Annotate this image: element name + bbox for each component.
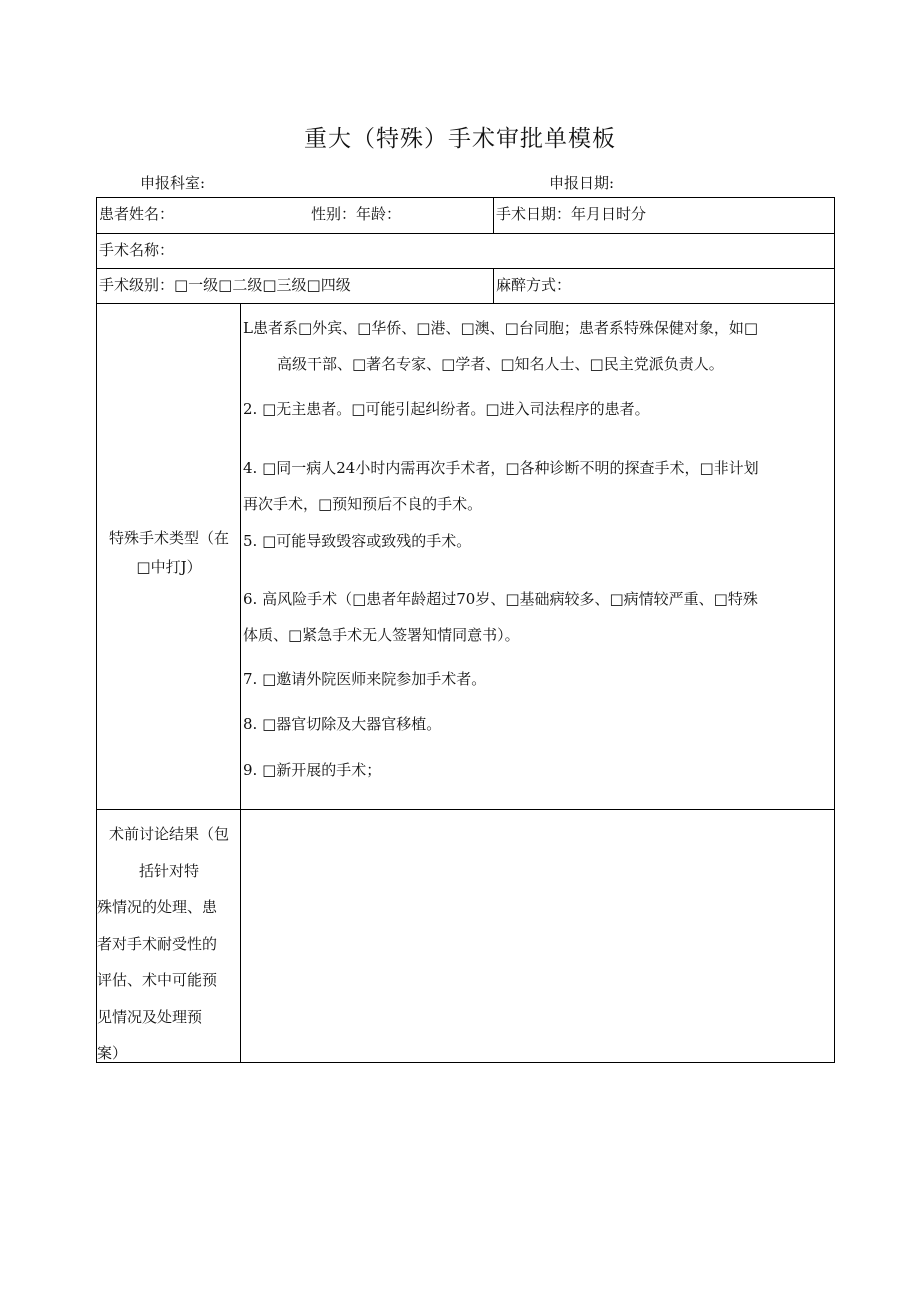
special-item-8[interactable]: 8. □器官切除及大器官移植。: [243, 715, 442, 733]
special-item-5[interactable]: 5. □可能导致毁容或致残的手术。: [243, 532, 472, 550]
special-item-6[interactable]: 6. 高风险手术（□患者年龄超过70岁、□基础病较多、□病情较严重、□特殊: [243, 590, 758, 608]
dept-label: 申报科室:: [140, 174, 206, 192]
row-discussion: [97, 810, 834, 1063]
special-item-9[interactable]: 9. □新开展的手术；: [243, 761, 382, 779]
special-item-7[interactable]: 7. □邀请外院医师来院参加手术者。: [243, 670, 487, 688]
surgery-name-field[interactable]: 手术名称：: [99, 241, 175, 259]
special-item-6-cont: 体质、□紧急手术无人签署知情同意书）。: [243, 626, 520, 644]
special-label-line1: 特殊手术类型（在: [108, 529, 229, 547]
row-patient-info: [97, 198, 834, 234]
discussion-line-3: 殊情况的处理、患: [97, 898, 218, 916]
row-level-anesthesia: [97, 269, 834, 304]
special-item-2[interactable]: 2. □无主患者。□可能引起纠纷者。□进入司法程序的患者。: [243, 400, 650, 418]
page-title: 重大（特殊）手术审批单模板: [304, 126, 616, 152]
anesthesia-cell: [493, 269, 836, 303]
surgery-date-cell: [493, 198, 836, 233]
discussion-label: [97, 816, 241, 1072]
surgery-level-field[interactable]: 手术级别：□一级□二级□三级□四级: [99, 276, 351, 294]
special-item-1[interactable]: L患者系□外宾、□华侨、□港、□澳、□台同胞；患者系特殊保健对象，如□: [243, 319, 758, 337]
approval-table: [96, 197, 835, 1063]
row-special-types: [97, 304, 834, 810]
surgery-date-field[interactable]: 手术日期：年月日时分: [496, 205, 647, 223]
special-label-cell: [97, 304, 241, 809]
gender-age-field[interactable]: 性别：年龄：: [311, 205, 402, 223]
special-label-line2: □中打J）: [136, 558, 202, 576]
special-item-4[interactable]: 4. □同一病人24小时内需再次手术者，□各种诊断不明的探查手术，□非计划: [243, 459, 759, 477]
discussion-line-2: 括针对特: [138, 861, 199, 880]
discussion-line-6: 见情况及处理预: [97, 1007, 203, 1026]
discussion-line-4: 者对手术耐受性的: [97, 934, 218, 953]
discussion-label-cell: [97, 810, 241, 1063]
discussion-line-1: 术前讨论结果（包: [108, 825, 229, 843]
special-types-label: [97, 524, 241, 582]
date-label: 申报日期:: [549, 174, 615, 192]
discussion-line-7: 案）: [97, 1044, 128, 1062]
special-item-4-cont: 再次手术，□预知预后不良的手术。: [243, 495, 483, 513]
patient-name-field[interactable]: 患者姓名：: [99, 205, 175, 223]
discussion-line-5: 评估、术中可能预: [97, 971, 218, 989]
discussion-input-area[interactable]: [242, 810, 834, 1063]
anesthesia-field[interactable]: 麻醉方式：: [496, 276, 572, 294]
row-surgery-name: [97, 234, 834, 269]
special-item-1-cont: 高级干部、□著名专家、□学者、□知名人士、□民主党派负责人。: [277, 355, 724, 373]
